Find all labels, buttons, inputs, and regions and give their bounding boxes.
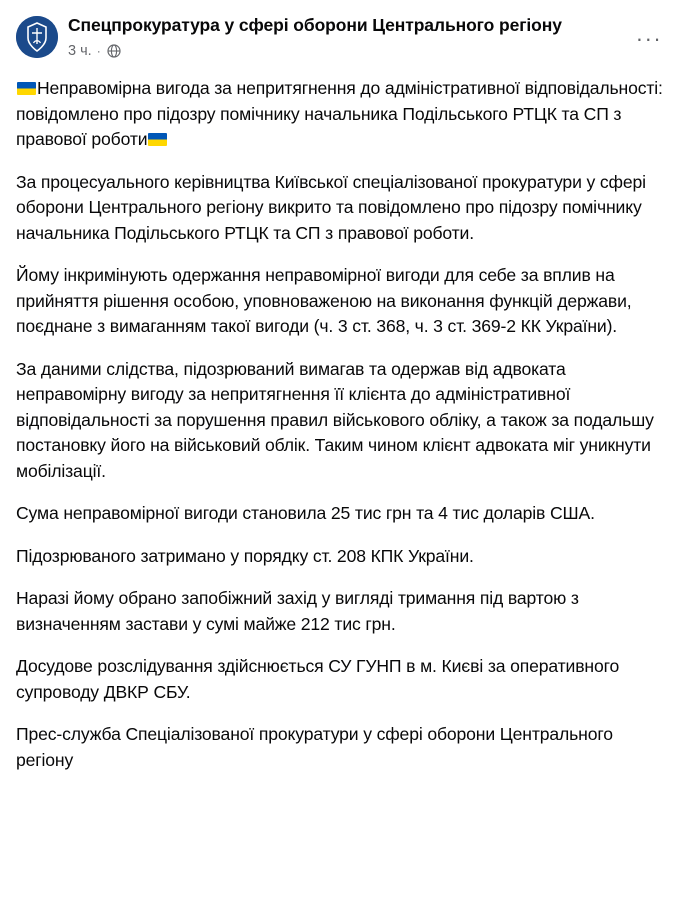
prosecutor-emblem-avatar-icon [16,16,58,58]
globe-icon[interactable] [107,44,121,58]
post-header [16,14,666,60]
post-paragraph: За даними слідства, підозрюваний вимагав та одержав від адвоката неправомірну вигоду за непритягнення її клієнта до адміністративної відповідальності за порушення правил військового обліку, а також за подальшу постановку його на військовий облік. Таким чином клієнт адвоката міг уникнути мобілізації. [16,358,654,481]
post-paragraph [16,76,666,153]
post-paragraph: Підозрюваного затримано у порядку ст. 208 КПК України. [16,545,474,566]
post-body [16,76,666,773]
meta-separator: · [96,44,101,58]
post-header-text [68,14,666,60]
post-paragraph: Сума неправомірної вигоди становила 25 тис грн та 4 тис доларів США. [16,503,595,523]
post-paragraph: За процесуального керівництва Київської спеціалізованої прокуратури у сфері оборони Центрального регіону викрито та повідомлено про підозру помічнику начальника Подільського РТЦК та СП з правової роботи. [16,171,646,243]
ukraine-flag-icon [17,82,36,95]
post-bottom-spacer [16,773,666,803]
post-paragraph-text: Неправомірна вигода за непритягнення до адміністративної відповідальності: повідомлено про підозру помічнику начальника Подільського РТЦК та СП з правової роботи [16,78,663,149]
more-options-button[interactable]: ··· [635,26,663,51]
post-paragraph: Йому інкримінують одержання неправомірної вигоди для себе за вплив на прийняття рішення особою, уповноваженою на виконання функцій держави, поєднане з вимаганням такої вигоди (ч. 3 ст. 368, ч. 3 ст. 369-2 КК України). [16,265,632,336]
post-paragraph: Наразі йому обрано запобіжний захід у вигляді тримання під вартою з визначенням застави у сумі майже 212 тис грн. [16,588,579,634]
post-paragraph: Прес-служба Спеціалізованої прокуратури у сфері оборони Центрального регіону [16,724,613,770]
ukraine-flag-icon [148,133,167,146]
post-paragraph: Досудове розслідування здійснюється СУ ГУНП в м. Києві за оперативного супроводу ДВКР СБУ. [16,656,620,702]
post-timestamp[interactable]: 3 ч. [68,43,92,59]
post-meta [68,42,620,60]
avatar[interactable] [16,16,58,58]
page-name[interactable]: Спецпрокуратура у сфері оборони Центрального регіону [68,15,562,35]
